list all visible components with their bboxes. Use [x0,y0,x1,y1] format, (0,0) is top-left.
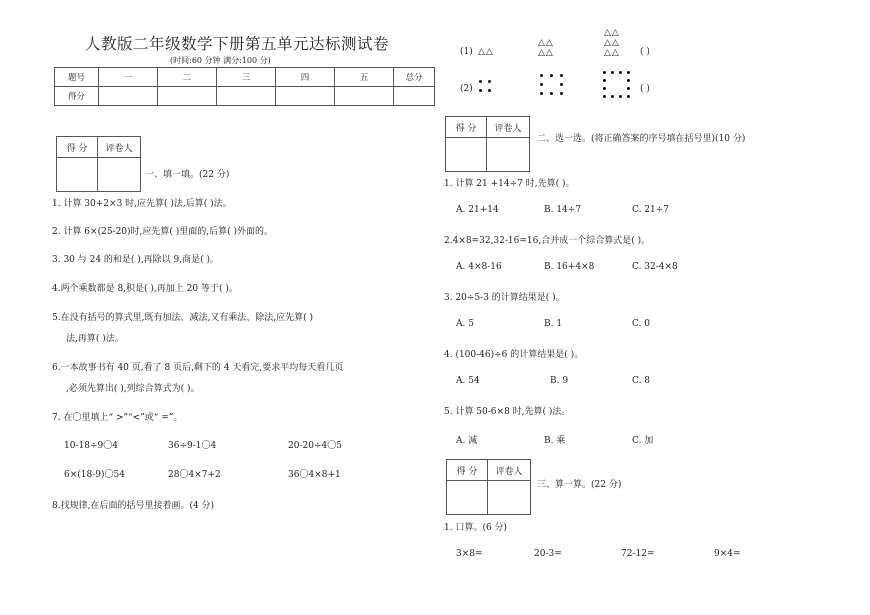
grader-name-cell[interactable] [98,158,141,192]
pattern-label: (2) [460,84,473,94]
score-header: 五 [335,68,394,87]
grader-score-cell[interactable] [447,481,488,515]
score-cell[interactable] [158,87,217,106]
answer-blank[interactable]: ( ) [640,84,650,94]
grader-name-cell[interactable] [488,481,531,515]
option-b: B. 14÷7 [544,205,582,215]
option-b: B. 1 [544,319,563,329]
option-c: C. 加 [632,436,654,446]
grader-name-cell[interactable] [487,138,530,172]
triangle-icon: △△ [538,48,554,58]
oral-item: 72-12= [621,549,655,559]
section3-heading: 三、算一算。(22 分) [537,480,622,490]
score-cell[interactable] [276,87,335,106]
question-continued: ,必须先算出( ),列综合算式为( )。 [66,384,200,394]
score-cell[interactable] [335,87,394,106]
grader-score-label: 得 分 [447,460,488,481]
triangle-icon: △△ [538,38,554,48]
score-header: 三 [217,68,276,87]
question: 3. 20÷5-3 的计算结果是( )。 [444,293,565,303]
grader-score-label: 得 分 [57,137,98,158]
score-header: 一 [99,68,158,87]
option-b: B. 16+4×8 [544,262,595,272]
compare-item: 36÷9-1〇4 [168,441,217,451]
score-row-label: 得分 [55,87,99,106]
triangle-group-icon [538,38,554,58]
score-cell[interactable] [394,87,435,106]
question: 3. 30 与 24 的和是( ),再除以 9,商是( )。 [52,255,220,265]
triangle-group-icon [604,28,620,58]
grader-box [56,136,141,192]
grader-name-label: 评卷人 [487,117,530,138]
question: 5. 计算 50-6×8 时,先算( )法。 [444,407,571,417]
score-cell[interactable] [99,87,158,106]
score-table [54,67,435,106]
compare-item: 36〇4×8+1 [288,470,341,480]
question: 8.找规律,在后面的括号里接着画。(4 分) [52,501,215,511]
option-b: B. 9 [550,376,569,386]
section1-heading: 一、填一填。(22 分) [145,170,230,180]
score-header: 总分 [394,68,435,87]
question: 2.4×8=32,32-16=16,合并成一个综合算式是( )。 [444,236,651,246]
question: 4.两个乘数都是 8,积是( ),再加上 20 等于( )。 [52,284,238,294]
answer-blank[interactable]: ( ) [640,47,650,57]
score-cell[interactable] [217,87,276,106]
score-header: 四 [276,68,335,87]
grader-score-cell[interactable] [57,158,98,192]
option-a: A. 减 [456,436,478,446]
compare-item: 28〇4×7+2 [168,470,221,480]
option-c: C. 0 [632,319,651,329]
compare-item: 20-20÷4〇5 [288,441,342,451]
question: 1. 口算。(6 分) [444,523,508,533]
grader-name-label: 评卷人 [488,460,531,481]
oral-item: 9×4= [714,549,741,559]
triangle-icon: △△ [604,48,620,58]
grader-score-label: 得 分 [446,117,487,138]
option-b: B. 乘 [544,436,566,446]
score-header: 二 [158,68,217,87]
question: 6.一本故事书有 40 页,看了 8 页后,剩下的 4 天看完,要求平均每天看几页 [52,363,344,373]
triangle-icon: △△ [604,38,620,48]
section2-heading: 二、选一选。(将正确答案的序号填在括号里)(10 分) [537,134,746,144]
page-subtitle: (时间:60 分钟 满分:100 分) [170,56,271,65]
oral-item: 3×8= [456,549,483,559]
triangle-icon: △△ [604,28,620,38]
compare-item: 6×(18-9)〇54 [64,470,125,480]
question: 1. 计算 30+2×3 时,应先算( )法,后算( )法。 [52,199,232,209]
question-continued: 法,再算( )法。 [66,334,124,344]
pattern-label: (1) [460,47,473,57]
option-a: A. 21+14 [456,205,499,215]
option-a: A. 54 [456,376,480,386]
page-title: 人教版二年级数学下册第五单元达标测试卷 [85,35,390,53]
compare-item: 10-18÷9〇4 [64,441,118,451]
option-c: C. 21÷7 [632,205,670,215]
grader-name-label: 评卷人 [98,137,141,158]
question: 7. 在〇里填上“ >”“<”或“ =”。 [52,413,183,423]
option-a: A. 5 [456,319,474,329]
question: 4. (100-46)÷6 的计算结果是( )。 [444,350,584,360]
grader-box [445,116,530,172]
question: 5.在没有括号的算式里,既有加法、减法,又有乘法、除法,应先算( ) [52,313,314,323]
grader-box [446,459,531,515]
score-header: 题号 [55,68,99,87]
option-c: C. 32-4×8 [632,262,678,272]
oral-item: 20-3= [534,549,562,559]
option-a: A. 4×8-16 [456,262,502,272]
grader-score-cell[interactable] [446,138,487,172]
question: 1. 计算 21 +14÷7 时,先算( )。 [444,179,575,189]
question: 2. 计算 6×(25-20)时,应先算( )里面的,后算( )外面的。 [52,227,274,237]
triangle-icon: △△ [478,47,494,57]
option-c: C. 8 [632,376,651,386]
